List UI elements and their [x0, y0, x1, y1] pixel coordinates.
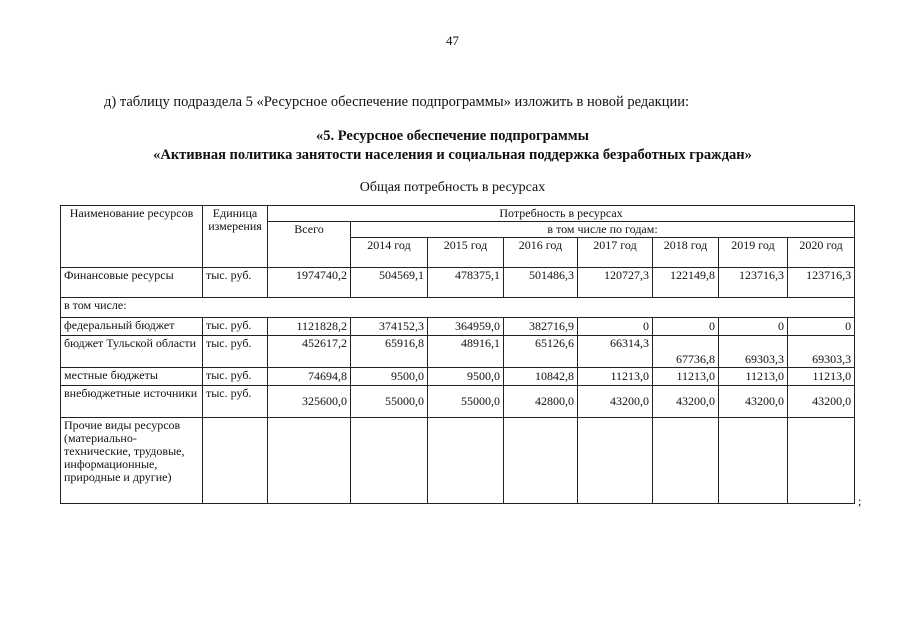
row-name: внебюджетные источники [61, 386, 203, 418]
empty-cell [504, 418, 578, 504]
row-unit: тыс. руб. [203, 386, 268, 418]
row-value: 374152,3 [351, 318, 428, 336]
subprogram-title: «Активная политика занятости населения и социальная поддержка безработных граждан» [153, 147, 752, 163]
year-header: 2018 год [653, 238, 719, 268]
row-value: 42800,0 [504, 386, 578, 418]
row-total: 1974740,2 [268, 268, 351, 298]
year-header: 2019 год [719, 238, 788, 268]
col-name-header: Наименование ресурсов [61, 206, 203, 268]
empty-cell [203, 418, 268, 504]
row-unit: тыс. руб. [203, 268, 268, 298]
row-value: 11213,0 [719, 368, 788, 386]
year-header: 2015 год [428, 238, 504, 268]
row-value: 43200,0 [788, 386, 855, 418]
row-value: 55000,0 [351, 386, 428, 418]
row-total: 452617,2 [268, 336, 351, 368]
year-header: 2014 год [351, 238, 428, 268]
row-unit: тыс. руб. [203, 368, 268, 386]
row-value: 43200,0 [653, 386, 719, 418]
table-caption: Общая потребность в ресурсах [359, 180, 546, 195]
row-name: местные бюджеты [61, 368, 203, 386]
col-unit-header: Единица измерения [203, 206, 268, 268]
year-header: 2020 год [788, 238, 855, 268]
empty-cell [351, 418, 428, 504]
row-value: 9500,0 [428, 368, 504, 386]
row-value: 0 [788, 318, 855, 336]
row-value: 65916,8 [351, 336, 428, 368]
row-value: 501486,3 [504, 268, 578, 298]
row-value: 10842,8 [504, 368, 578, 386]
resource-table [60, 205, 855, 504]
row-value: 69303,3 [788, 336, 855, 368]
row-name: бюджет Тульской области [61, 336, 203, 368]
empty-cell [578, 418, 653, 504]
row-value: 504569,1 [351, 268, 428, 298]
empty-cell [268, 418, 351, 504]
row-value: 11213,0 [653, 368, 719, 386]
row-value: 11213,0 [788, 368, 855, 386]
row-name: Финансовые ресурсы [61, 268, 203, 298]
empty-cell [428, 418, 504, 504]
row-subheading: в том числе: [61, 298, 855, 318]
row-value: 0 [719, 318, 788, 336]
row-unit: тыс. руб. [203, 318, 268, 336]
table-row [61, 386, 855, 418]
table-row [61, 298, 855, 318]
row-value: 123716,3 [788, 268, 855, 298]
row-value: 123716,3 [719, 268, 788, 298]
row-value: 122149,8 [653, 268, 719, 298]
empty-cell [653, 418, 719, 504]
row-value: 11213,0 [578, 368, 653, 386]
table-row [61, 318, 855, 336]
table-row [61, 418, 855, 504]
row-name: федеральный бюджет [61, 318, 203, 336]
col-years-header: в том числе по годам: [351, 222, 855, 238]
row-value: 66314,3 [578, 336, 653, 368]
table-row [61, 368, 855, 386]
row-value: 48916,1 [428, 336, 504, 368]
row-total: 325600,0 [268, 386, 351, 418]
col-need-header: Потребность в ресурсах [268, 206, 855, 222]
row-value: 9500,0 [351, 368, 428, 386]
empty-cell [788, 418, 855, 504]
row-value: 43200,0 [719, 386, 788, 418]
row-total: 1121828,2 [268, 318, 351, 336]
row-value: 478375,1 [428, 268, 504, 298]
table-row [61, 268, 855, 298]
section-heading: «5. Ресурсное обеспечение подпрограммы [315, 128, 590, 144]
row-name: Прочие виды ресурсов (материально-технические, трудовые, информационные, природные и другие) [61, 418, 203, 504]
page-number: 47 [446, 33, 459, 48]
year-header: 2017 год [578, 238, 653, 268]
empty-cell [719, 418, 788, 504]
table-row [61, 336, 855, 368]
end-mark: ; [858, 494, 862, 508]
row-value: 0 [653, 318, 719, 336]
row-total: 74694,8 [268, 368, 351, 386]
intro-text: д) таблицу подраздела 5 «Ресурсное обеспечение подпрограммы» изложить в новой редакции: [104, 94, 690, 110]
row-value: 120727,3 [578, 268, 653, 298]
row-value: 65126,6 [504, 336, 578, 368]
row-value: 69303,3 [719, 336, 788, 368]
row-value: 67736,8 [653, 336, 719, 368]
row-value: 43200,0 [578, 386, 653, 418]
row-value: 55000,0 [428, 386, 504, 418]
row-unit: тыс. руб. [203, 336, 268, 368]
row-value: 382716,9 [504, 318, 578, 336]
row-value: 0 [578, 318, 653, 336]
year-header: 2016 год [504, 238, 578, 268]
col-total-header: Всего [268, 222, 351, 268]
row-value: 364959,0 [428, 318, 504, 336]
